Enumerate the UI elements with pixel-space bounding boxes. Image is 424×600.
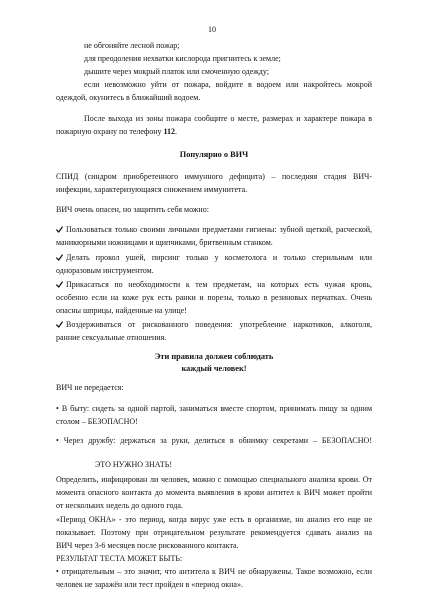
checkmark-icon xyxy=(56,226,63,233)
fire-report-end: . xyxy=(175,127,178,136)
window-period-line: ВИЧ через 3-6 месяцев после рискованного контакта. xyxy=(56,541,239,550)
fire-report-line: После выхода из зоны пожара сообщите о месте, размерах и характере пожара в xyxy=(84,114,372,123)
rule-line: Прикасаться по необходимости к тем предметам, на которых есть чужая кровь, xyxy=(66,280,372,289)
checkmark-icon xyxy=(56,281,63,288)
testing-info-line: момента опасного контакта до момента выявления в крови антител к ВИЧ может пройти xyxy=(56,488,372,497)
fire-report-text: пожарную охрану по телефону xyxy=(56,127,162,136)
not-transmitted-line: • В быту: сидеть за одной партой, заниматься вместе спортом, принимать пищу за одним xyxy=(56,404,372,413)
section-heading: Популярно о ВИЧ xyxy=(179,150,249,159)
must-know-heading: ЭТО НУЖНО ЗНАТЬ! xyxy=(95,460,173,469)
fire-tip-line: если невозможно уйти от пожара, войдите в водоем или накройтесь мокрой xyxy=(84,80,372,89)
negative-result-line: • отрицательным – это значит, что антитела к ВИЧ не обнаружены. Такое возможно, если xyxy=(56,567,372,576)
testing-info-line: от нескольких недель до одного года. xyxy=(56,501,183,510)
window-period-line: «Период ОКНА» - это период, когда вирус уже есть в организме, но анализ его еще не xyxy=(56,515,372,524)
not-transmitted-intro: ВИЧ не передается: xyxy=(56,383,124,392)
rule-line: одноразовым инструментом. xyxy=(56,266,154,275)
rules-heading-line: каждый человек! xyxy=(181,364,247,373)
page-number: 10 xyxy=(208,25,216,34)
window-period-line: показывает. Поэтому при отрицательном результате рекомендуется сдавать анализ на xyxy=(56,528,372,537)
results-heading: РЕЗУЛЬТАТ ТЕСТА МОЖЕТ БЫТЬ: xyxy=(56,554,183,563)
rule-line: Воздерживаться от рискованного поведения: употребление наркотиков, алкоголя, xyxy=(66,320,372,329)
testing-info-line: Определить, инфицирован ли человек, можно с помощью специального анализа крови. От xyxy=(56,475,372,484)
rule-line: опасны шприцы, найденные на улице! xyxy=(56,306,187,315)
fire-tip: для преодоления нехватки кислорода пригнитесь к земле; xyxy=(84,54,281,63)
rule-line: Пользоваться только своими личными предметами гигиены: зубной щеткой, расческой, xyxy=(66,225,372,234)
rule-line: особенно если на коже рук есть ранки и порезы, только в резиновых перчатках. Очень xyxy=(56,293,372,302)
phone-number: 112 xyxy=(163,127,176,136)
checkmark-icon xyxy=(56,254,63,261)
rules-heading-line: Эти правила должен соблюдать xyxy=(154,352,274,361)
fire-tip: дышите через мокрый платок или смоченную одежду; xyxy=(84,67,269,76)
rule-line: Делать прокол ушей, пирсинг только у косметолога и только стерильным или xyxy=(66,253,372,262)
rule-line: маникюрными ножницами и щипчиками, бритвенным станком. xyxy=(56,238,273,247)
rule-line: ранние сексуальные отношения. xyxy=(56,333,167,342)
not-transmitted-line: • Через дружбу: держаться за руки, делиться в обнимку секретами – БЕЗОПАСНО! xyxy=(56,436,372,445)
checkmark-icon xyxy=(56,321,63,328)
negative-result-line: человек не заражён или тест пройден в «период окна». xyxy=(56,580,243,589)
protection-intro: ВИЧ очень опасен, но защитить себя можно: xyxy=(56,205,209,214)
fire-report-line xyxy=(56,127,177,137)
hiv-definition-line: СПИД (синдром приобретенного иммунного дефицита) – последняя стадия ВИЧ- xyxy=(56,172,372,181)
hiv-definition-line: инфекции, характеризующаяся снижением иммунитета. xyxy=(56,185,248,194)
not-transmitted-line: столом – БЕЗОПАСНО! xyxy=(56,417,138,426)
fire-tip: не обгоняйте лесной пожар; xyxy=(84,41,180,50)
fire-tip-line: одеждой, окунитесь в ближайший водоем. xyxy=(56,93,201,102)
